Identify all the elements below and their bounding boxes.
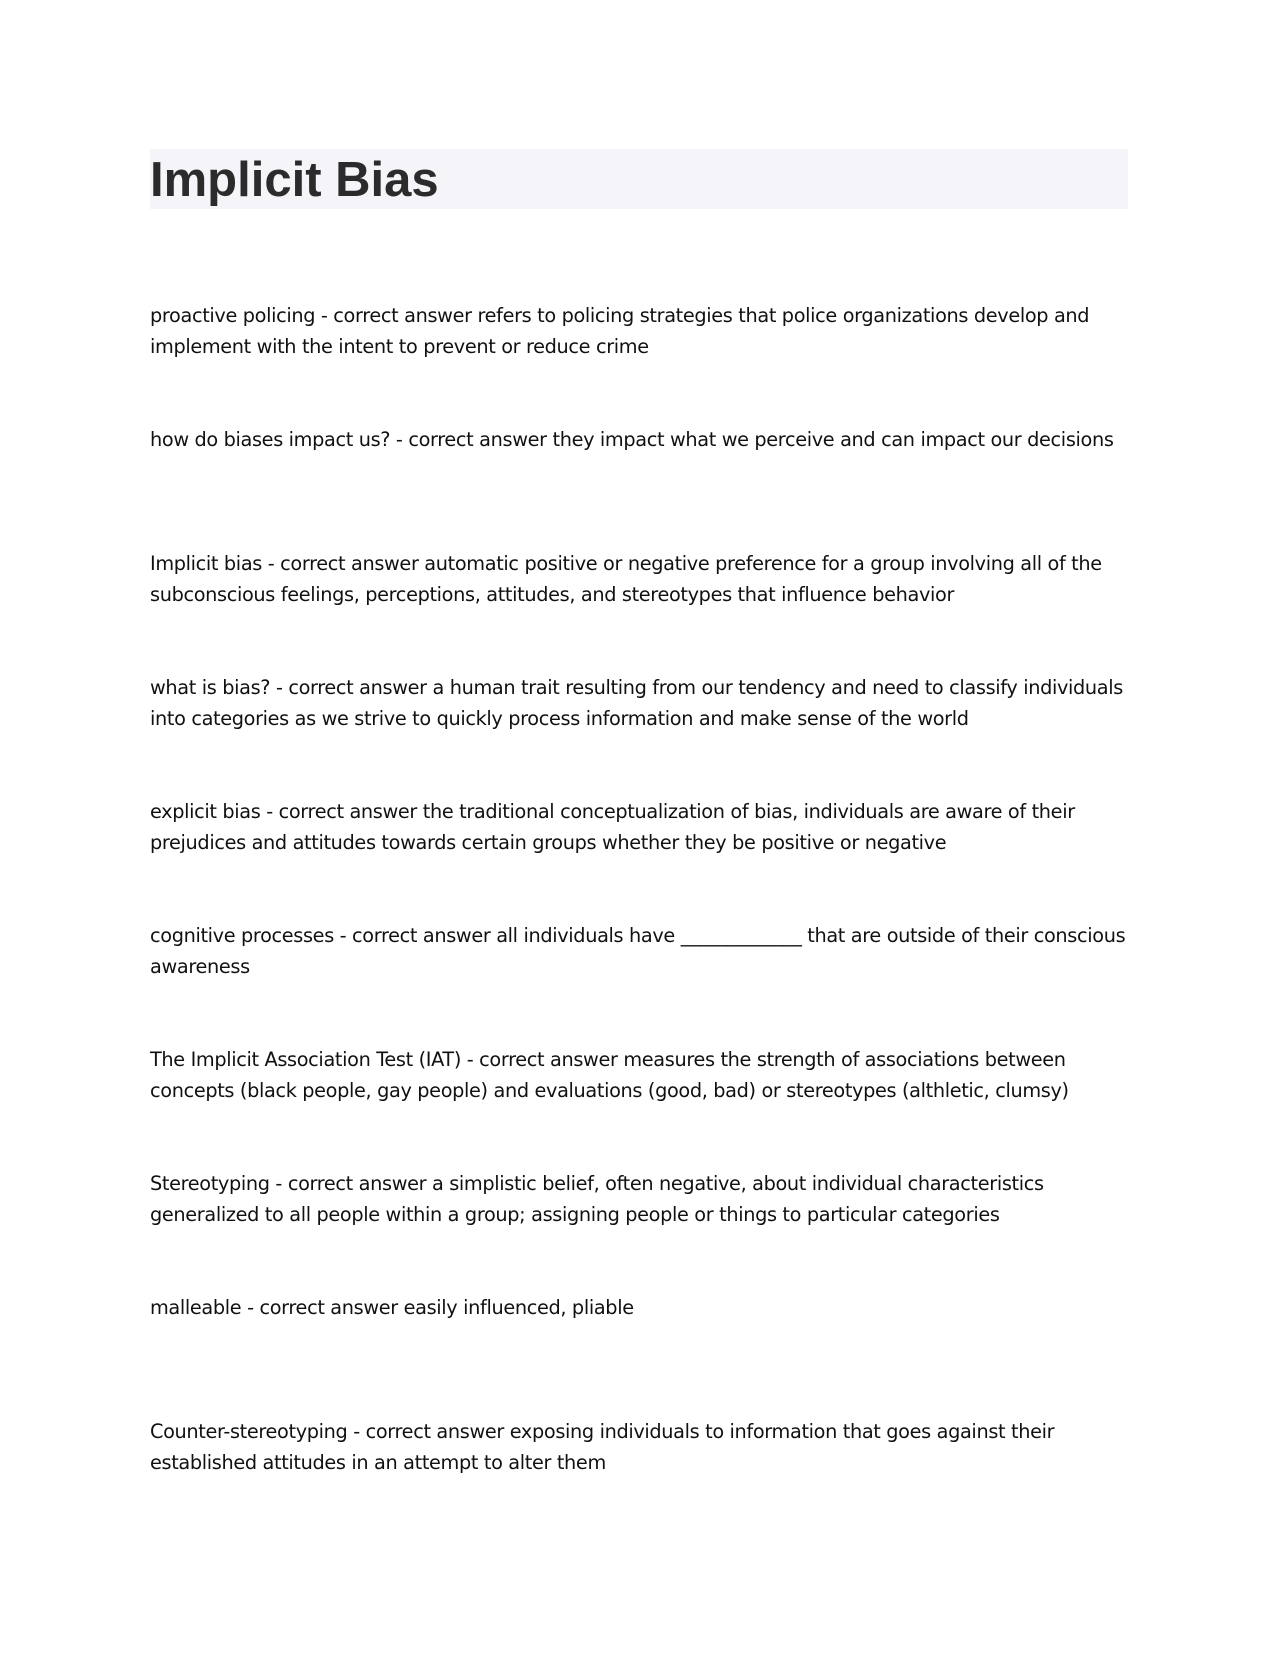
flashcard-entry: The Implicit Association Test (IAT) - correct answer measures the strength of associations between concepts (black people, gay people) and evaluations (good, bad) or stereotypes (althletic, clumsy) xyxy=(150,1048,1069,1102)
flashcard-entry: Implicit bias - correct answer automatic positive or negative preference for a group involving all of the subconscious feelings, perceptions, attitudes, and stereotypes that influence behavior xyxy=(150,552,1102,606)
flashcard-entry: how do biases impact us? - correct answer they impact what we perceive and can impact our decisions xyxy=(150,428,1114,451)
flashcard-entry: malleable - correct answer easily influenced, pliable xyxy=(150,1296,634,1319)
flashcard-entry: proactive policing - correct answer refers to policing strategies that police organizations develop and implement with the intent to prevent or reduce crime xyxy=(150,304,1090,358)
flashcard-entry: cognitive processes - correct answer all individuals have _____________ that are outside of their conscious awareness xyxy=(150,924,1126,978)
flashcard-list xyxy=(150,300,1130,1540)
flashcard-entry: Stereotyping - correct answer a simplistic belief, often negative, about individual characteristics generalized to all people within a group; assigning people or things to particular categories xyxy=(150,1172,1044,1226)
flashcard-entry: explicit bias - correct answer the traditional conceptualization of bias, individuals are aware of their prejudices and attitudes towards certain groups whether they be positive or negative xyxy=(150,800,1075,854)
flashcard-entry: what is bias? - correct answer a human trait resulting from our tendency and need to classify individuals into categories as we strive to quickly process information and make sense of the world xyxy=(150,676,1123,730)
document-title: Implicit Bias xyxy=(150,153,439,207)
flashcard-entry: Counter-stereotyping - correct answer exposing individuals to information that goes against their established attitudes in an attempt to alter them xyxy=(150,1420,1055,1474)
